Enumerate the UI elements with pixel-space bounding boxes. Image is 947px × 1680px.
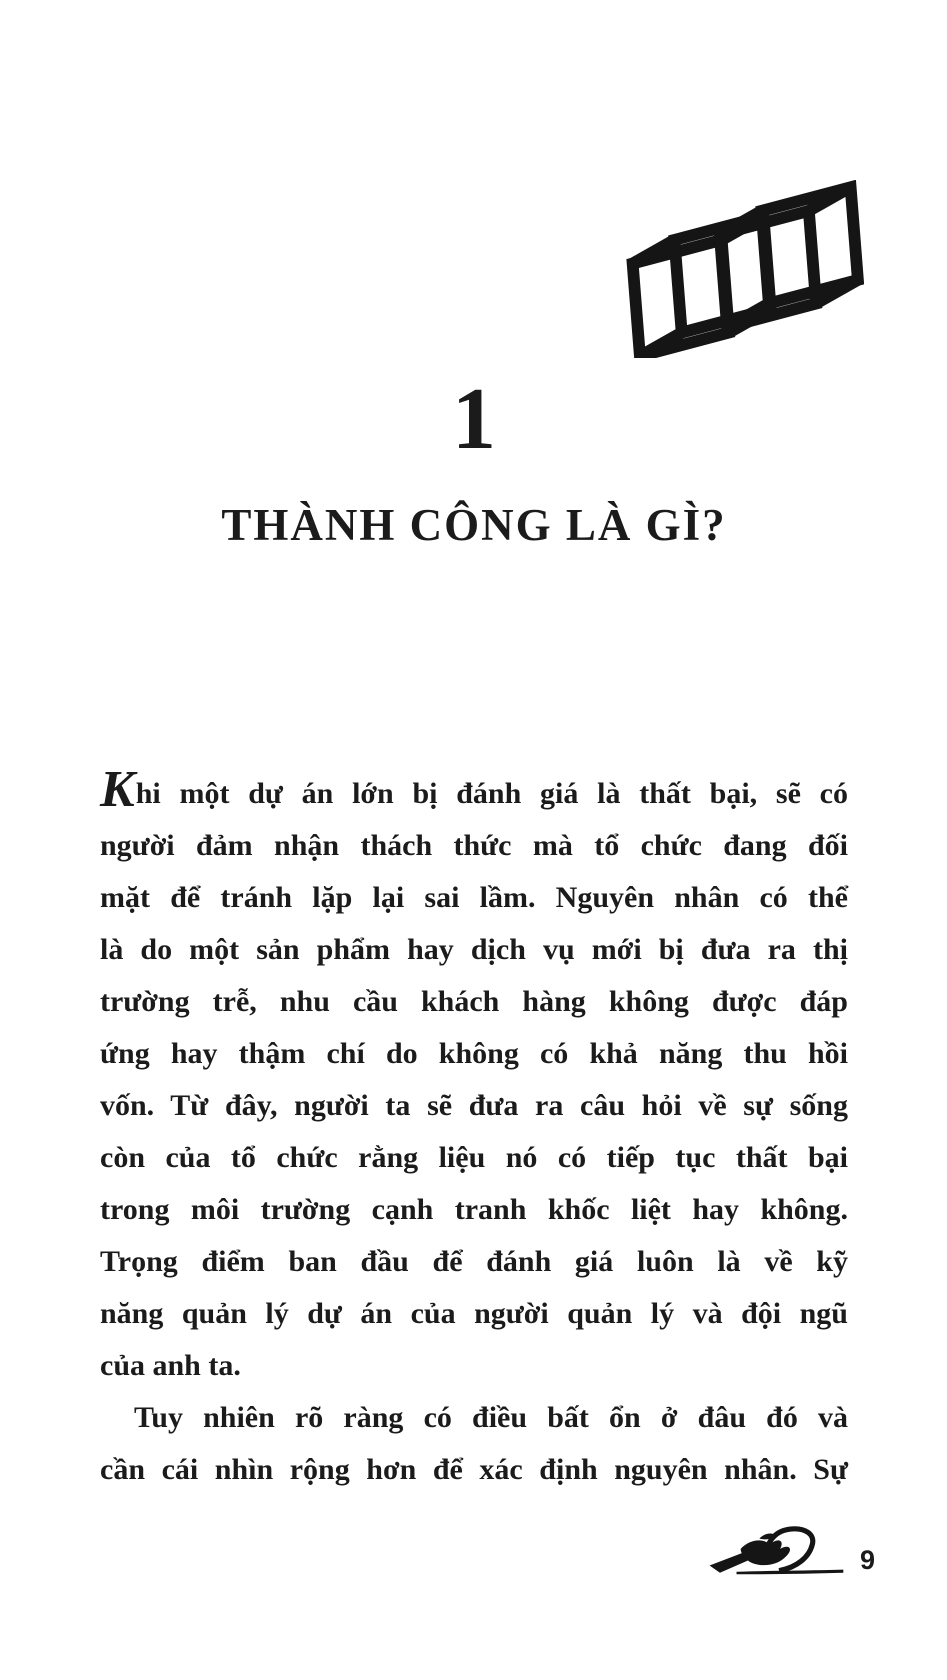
page-number: 9 <box>859 1545 875 1575</box>
drop-cap: K <box>100 761 136 818</box>
body-line: Khi một dự án lớn bị đánh giá là thất bại, sẽ có <box>100 761 848 818</box>
body-line: năng quản lý dự án của người quản lý và đội ngũ <box>100 1297 848 1330</box>
body-line-paragraph-start: Tuy nhiên rõ ràng có điều bất ổn ở đâu đó và <box>134 1401 848 1434</box>
body-text <box>100 761 848 1496</box>
body-line: trong môi trường cạnh tranh khốc liệt hay không. <box>100 1193 848 1226</box>
body-line: cần cái nhìn rộng hơn để xác định nguyên nhân. Sự <box>100 1453 848 1486</box>
body-line: ứng hay thậm chí do không có khả năng thu hồi <box>100 1037 848 1070</box>
body-line: còn của tổ chức rằng liệu nó có tiếp tục thất bại <box>100 1141 848 1174</box>
right-cube-icon <box>720 187 858 327</box>
page-footer <box>660 1520 875 1580</box>
body-line: người đảm nhận thách thức mà tổ chức đang đối <box>100 829 848 862</box>
cubes-illustration <box>612 180 864 358</box>
chapter-title: THÀNH CÔNG LÀ GÌ? <box>221 500 727 550</box>
quill-pen-icon <box>703 1524 853 1580</box>
body-line: trường trễ, nhu cầu khách hàng không được đáp <box>100 985 848 1018</box>
body-line: là do một sản phẩm hay dịch vụ mới bị đưa ra thị <box>100 933 848 966</box>
body-line: Trọng điểm ban đầu để đánh giá luôn là về kỹ <box>100 1245 848 1278</box>
left-cube-icon <box>633 216 771 356</box>
body-line-paragraph-end: của anh ta. <box>100 1349 241 1382</box>
chapter-number: 1 <box>452 371 496 468</box>
body-line: vốn. Từ đây, người ta sẽ đưa ra câu hỏi về sự sống <box>100 1089 848 1122</box>
body-line: mặt để tránh lặp lại sai lầm. Nguyên nhân có thể <box>100 881 848 914</box>
